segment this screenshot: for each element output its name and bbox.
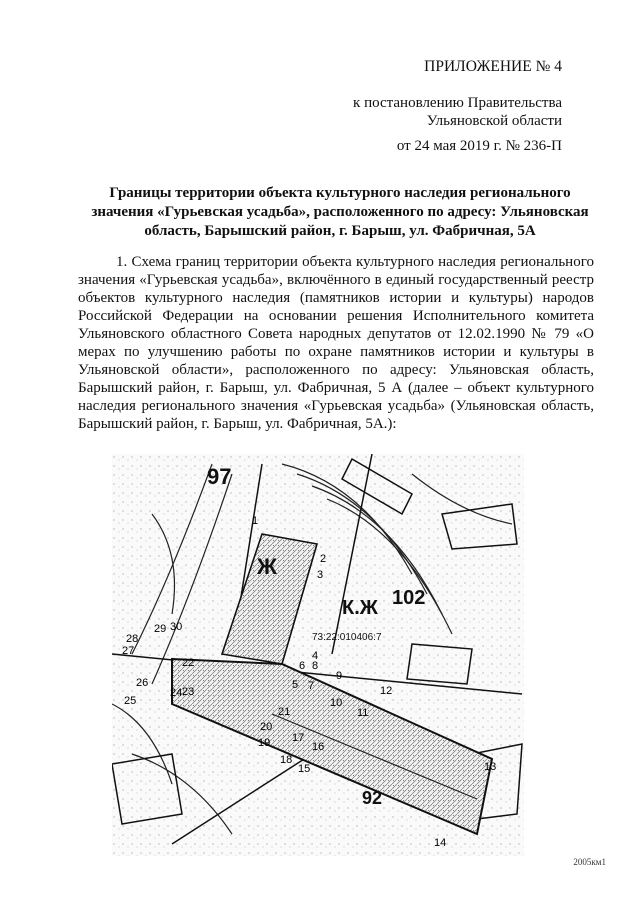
point-25: 25 — [124, 695, 137, 707]
point-29: 29 — [154, 623, 167, 635]
annex-title: ПРИЛОЖЕНИЕ № 4 — [424, 58, 562, 75]
point-10: 10 — [330, 697, 343, 709]
point-17: 17 — [292, 732, 305, 744]
point-28: 28 — [126, 633, 139, 645]
point-7: 7 — [308, 680, 315, 692]
boundary-scheme-map — [112, 454, 524, 856]
point-30: 30 — [170, 621, 183, 633]
point-12: 12 — [380, 685, 393, 697]
point-13: 13 — [484, 761, 497, 773]
resolution-line-1: к постановлению Правительства — [353, 95, 562, 111]
footer-code: 2005км1 — [573, 857, 606, 867]
point-4: 4 — [312, 650, 319, 662]
map-text-number-102: 102 — [392, 587, 426, 609]
point-20: 20 — [260, 721, 273, 733]
paragraph-1: 1. Схема границ территории объекта культурного наследия регионального значения «Гурьевская усадьба», включённого в единый государственный реестр объектов культурного наследия (памятников истории и культуры) народов Российской Федерации на основании решения Исполнительного комитета Ульяновского областного Совета народных депутатов от 12.02.1990 № 79 «О мерах по улучшению работы по охране памятников истории и культуры в Ульяновской области», расположенного по адресу: Ульяновская область, Барышский район, г. Барыш, ул. Фабричная, 5 А (далее – объект культурного наследия регионального значения «Гурьевская усадьба» (Ульяновская область, Барышский район, г. Барыш, ул. Фабричная, 5А.): — [78, 254, 594, 432]
document-title: Границы территории объекта культурного наследия регионального значения «Гурьевская усадьба», расположенного по адресу: Ульяновская область, Барышский район, г. Барыш, ул. Фабричная, 5А — [91, 185, 589, 239]
map-text-number-97: 97 — [207, 464, 232, 489]
cadastral-number-label: 73:22:010406:7 — [312, 632, 382, 643]
point-27: 27 — [122, 645, 135, 657]
point-22: 22 — [182, 657, 195, 669]
point-3: 3 — [317, 569, 324, 581]
resolution-line-2: Ульяновской области — [426, 113, 562, 129]
point-21: 21 — [278, 706, 291, 718]
point-9: 9 — [336, 670, 343, 682]
map-text-zh: Ж — [257, 554, 277, 579]
point-15: 15 — [298, 763, 311, 775]
map-text-kzh: К.Ж — [342, 597, 378, 619]
map-text-number-92: 92 — [362, 788, 383, 808]
point-26: 26 — [136, 677, 149, 689]
point-8: 8 — [312, 660, 319, 672]
point-23: 23 — [182, 686, 195, 698]
map-svg — [112, 454, 524, 856]
resolution-reference — [353, 94, 562, 130]
point-1: 1 — [252, 515, 259, 527]
resolution-date: от 24 мая 2019 г. № 236-П — [396, 138, 562, 154]
point-19: 19 — [258, 737, 271, 749]
point-18: 18 — [280, 754, 293, 766]
point-16: 16 — [312, 741, 325, 753]
point-14: 14 — [434, 837, 447, 849]
point-5: 5 — [292, 679, 299, 691]
point-2: 2 — [320, 553, 327, 565]
point-24: 24 — [170, 687, 183, 699]
point-6: 6 — [299, 660, 306, 672]
point-11: 11 — [357, 707, 369, 719]
